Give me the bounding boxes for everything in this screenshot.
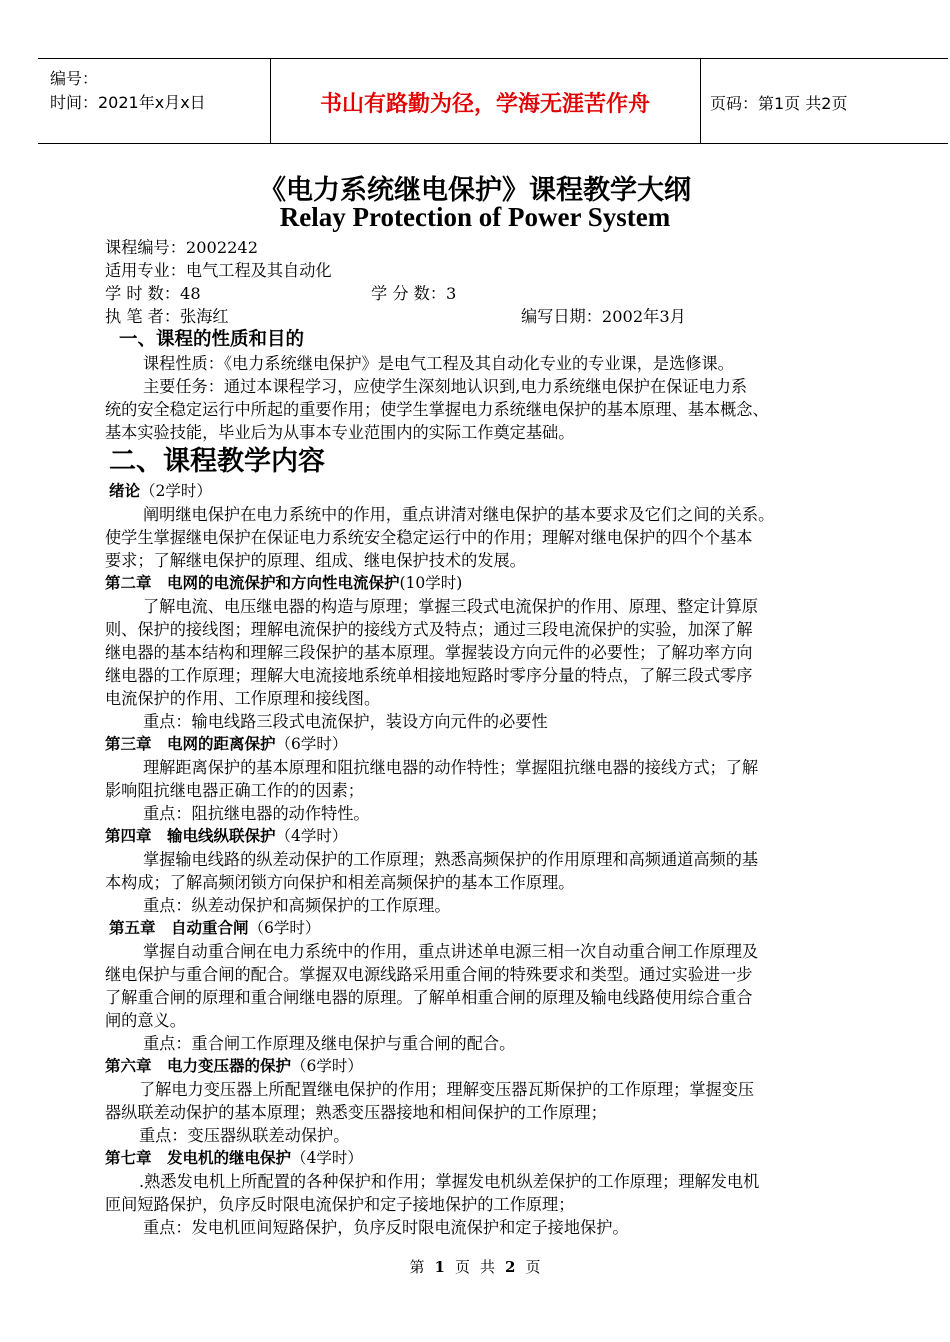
text-line: 要求；了解继电保护的原理、组成、继电保护技术的发展。 — [105, 551, 526, 570]
key-point: 重点：输电线路三段式电流保护，装设方向元件的必要性 — [143, 712, 548, 731]
header-motto: 书山有路勤为径，学海无涯苦作舟 — [319, 91, 650, 117]
section-heading: 一、课程的性质和目的 — [119, 329, 305, 350]
hours-credits-row — [105, 282, 890, 305]
key-point: 重点：发电机匝间短路保护，负序反时限电流保护和定子接地保护。 — [143, 1218, 629, 1237]
chapter-title: 绪论 — [109, 482, 141, 500]
text-line: 闸的意义。 — [105, 1011, 186, 1030]
footer-text: 页 — [525, 1258, 541, 1276]
footer-current-page: 1 — [434, 1258, 445, 1276]
footer-total-pages: 2 — [505, 1258, 516, 1276]
text-line: 基本实验技能，毕业后为从事本专业范围内的实际工作奠定基础。 — [105, 423, 575, 442]
chapter-title: 第三章 电网的距离保护 — [105, 735, 276, 753]
text-line: 掌握输电线路的纵差动保护的工作原理；熟悉高频保护的作用原理和高频通道高频的基 — [143, 850, 759, 869]
chapter-heading — [105, 1055, 890, 1078]
document-body — [105, 236, 890, 1239]
paragraph — [105, 352, 890, 375]
page-header — [38, 58, 948, 144]
text-line: 了解重合闸的原理和重合闸继电器的原理。了解单相重合闸的原理及输电线路使用综合重合 — [105, 988, 753, 1007]
text-line: 匝间短路保护，负序反时限电流保护和定子接地保护的工作原理； — [105, 1195, 575, 1214]
author-date-row — [105, 305, 890, 328]
text-line: 课程性质：《电力系统继电保护》是电气工程及其自动化专业的专业课，是选修课。 — [143, 354, 734, 373]
intro-heading — [109, 480, 890, 503]
key-point: 重点：变压器纵联差动保护。 — [139, 1126, 350, 1145]
text-line: 主要任务：通过本课程学习，应使学生深刻地认识到,电力系统继电保护在保证电力系 — [143, 377, 748, 396]
chapter-hours: （4学时） — [275, 827, 348, 845]
text-line: 了解电力变压器上所配置继电保护的作用；理解变压器瓦斯保护的工作原理；掌握变压 — [139, 1080, 755, 1099]
text-line: 继电器的基本结构和理解三段保护的基本原理。掌握装设方向元件的必要性；了解功率方向 — [105, 643, 753, 662]
chapter-hours: （6学时） — [248, 919, 321, 937]
course-code: 课程编号：2002242 — [105, 238, 259, 257]
chapter-title: 第四章 输电线纵联保护 — [105, 827, 276, 845]
key-point: 重点：重合闸工作原理及继电保护与重合闸的配合。 — [143, 1034, 516, 1053]
footer-text: 第 — [409, 1258, 425, 1276]
chapter-heading — [109, 917, 890, 940]
number-label: 编号： — [50, 69, 99, 88]
document-title: 《电力系统继电保护》课程教学大纲 — [259, 175, 691, 206]
chapter-heading — [105, 572, 890, 595]
chapter-heading — [105, 1147, 890, 1170]
chapter-hours: （2学时） — [140, 482, 212, 500]
chapter-heading — [105, 825, 890, 848]
course-credits: 学 分 数：3 — [371, 284, 457, 303]
key-point: 重点：阻抗继电器的动作特性。 — [143, 804, 370, 823]
text-line: 了解电流、电压继电器的构造与原理；掌握三段式电流保护的作用、原理、整定计算原 — [143, 597, 759, 616]
paragraph — [105, 375, 890, 444]
text-line: 本构成；了解高频闭锁方向保护和相差高频保护的基本工作原理。 — [105, 873, 575, 892]
course-major: 适用专业：电气工程及其自动化 — [105, 261, 332, 280]
text-line: 影响阻抗继电器正确工作的的因素； — [105, 781, 364, 800]
chapter-title: 第二章 电网的电流保护和方向性电流保护 — [105, 574, 400, 592]
key-point: 重点：纵差动保护和高频保护的工作原理。 — [143, 896, 451, 915]
chapter-title: 第六章 电力变压器的保护 — [105, 1057, 292, 1075]
text-line: 理解距离保护的基本原理和阻抗继电器的动作特性；掌握阻抗继电器的接线方式；了解 — [143, 758, 759, 777]
header-page-info: 页码：第1页 共2页 — [710, 94, 848, 113]
section-heading: 二、课程教学内容 — [109, 446, 325, 477]
text-line: 器纵联差动保护的基本原理；熟悉变压器接地和相间保护的工作原理； — [105, 1103, 607, 1122]
text-line: .熟悉发电机上所配置的各种保护和作用；掌握发电机纵差保护的工作原理；理解发电机 — [139, 1172, 760, 1191]
text-line: 继电保护与重合闸的配合。掌握双电源线路采用重合闸的特殊要求和类型。通过实验进一步 — [105, 965, 753, 984]
footer-text: 页 — [454, 1258, 470, 1276]
chapter-hours: (10学时) — [399, 574, 463, 592]
course-author: 执 笔 者：张海红 — [105, 307, 229, 326]
chapter-title: 第五章 自动重合闸 — [109, 919, 249, 937]
footer-text: 共 — [480, 1258, 496, 1276]
chapter-hours: （6学时） — [275, 735, 348, 753]
document-title-english: Relay Protection of Power System — [279, 202, 671, 232]
header-divider — [700, 59, 701, 143]
text-line: 掌握自动重合闸在电力系统中的作用，重点讲述单电源三相一次自动重合闸工作原理及 — [143, 942, 759, 961]
text-line: 电流保护的作用、工作原理和接线图。 — [105, 689, 381, 708]
text-line: 继电器的工作原理；理解大电流接地系统单相接地短路时零序分量的特点，了解三段式零序 — [105, 666, 753, 685]
chapter-heading — [105, 733, 890, 756]
text-line: 统的安全稳定运行中所起的重要作用；使学生掌握电力系统继电保护的基本原理、基本概念、 — [105, 400, 769, 419]
chapter-hours: （6学时） — [291, 1057, 363, 1075]
page-footer — [0, 1256, 950, 1277]
text-line: 则、保护的接线图；理解电流保护的接线方式及特点；通过三段电流保护的实验，加深了解 — [105, 620, 753, 639]
text-line: 使学生掌握继电保护在保证电力系统安全稳定运行中的作用；理解对继电保护的四个个基本 — [105, 528, 753, 547]
compile-date: 编写日期：2002年3月 — [521, 307, 686, 326]
chapter-title: 第七章 发电机的继电保护 — [105, 1149, 292, 1167]
text-line: 阐明继电保护在电力系统中的作用，重点讲清对继电保护的基本要求及它们之间的关系。 — [143, 505, 775, 524]
course-hours: 学 时 数：48 — [105, 284, 201, 303]
time-label: 时间：2021年x月x日 — [50, 93, 206, 112]
chapter-hours: （4学时） — [291, 1149, 363, 1167]
header-meta — [50, 67, 206, 115]
